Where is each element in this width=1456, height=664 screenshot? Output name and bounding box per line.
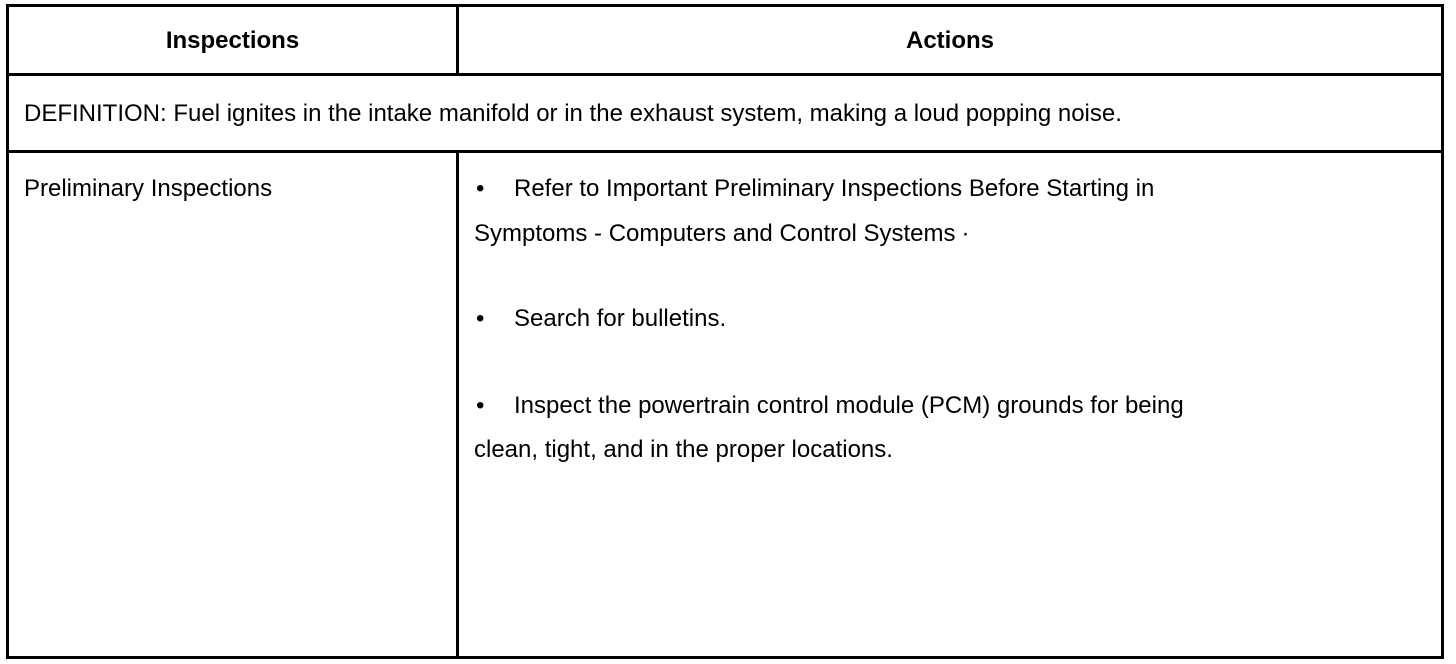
- definition-divider: [9, 150, 1441, 153]
- action-item-3-line-2: clean, tight, and in the proper locations.: [474, 436, 893, 463]
- bullet-icon: •: [476, 305, 485, 332]
- trailing-dot: ·: [961, 220, 970, 247]
- action-item-3-line-1: [474, 392, 1184, 420]
- definition-text: DEFINITION: Fuel ignites in the intake manifold or in the exhaust system, making a loud popping noise.: [24, 100, 1122, 127]
- bullet-icon: •: [476, 392, 485, 419]
- symptoms-reference: Symptoms -: [474, 220, 603, 247]
- body-column-divider: [456, 153, 459, 656]
- header-inspections: Inspections: [165, 27, 300, 54]
- inspection-label: Preliminary Inspections: [24, 175, 273, 202]
- action-item-1-line-1: [474, 175, 1154, 203]
- action-item-3-text: Inspect the powertrain control module (PCM) grounds for being: [514, 392, 1184, 419]
- action-item-1-line-2: [474, 220, 970, 248]
- bullet-icon: •: [476, 175, 485, 202]
- action-item-2: [474, 305, 726, 333]
- action-item-1-text: Refer to Important Preliminary Inspections Before Starting in: [514, 175, 1155, 202]
- action-item-2-text: Search for bulletins.: [514, 305, 727, 332]
- computers-reference-link[interactable]: Computers and Control Systems: [608, 220, 956, 247]
- header-divider: [9, 73, 1441, 76]
- diagnostic-table: [6, 4, 1444, 659]
- header-actions: Actions: [905, 27, 994, 54]
